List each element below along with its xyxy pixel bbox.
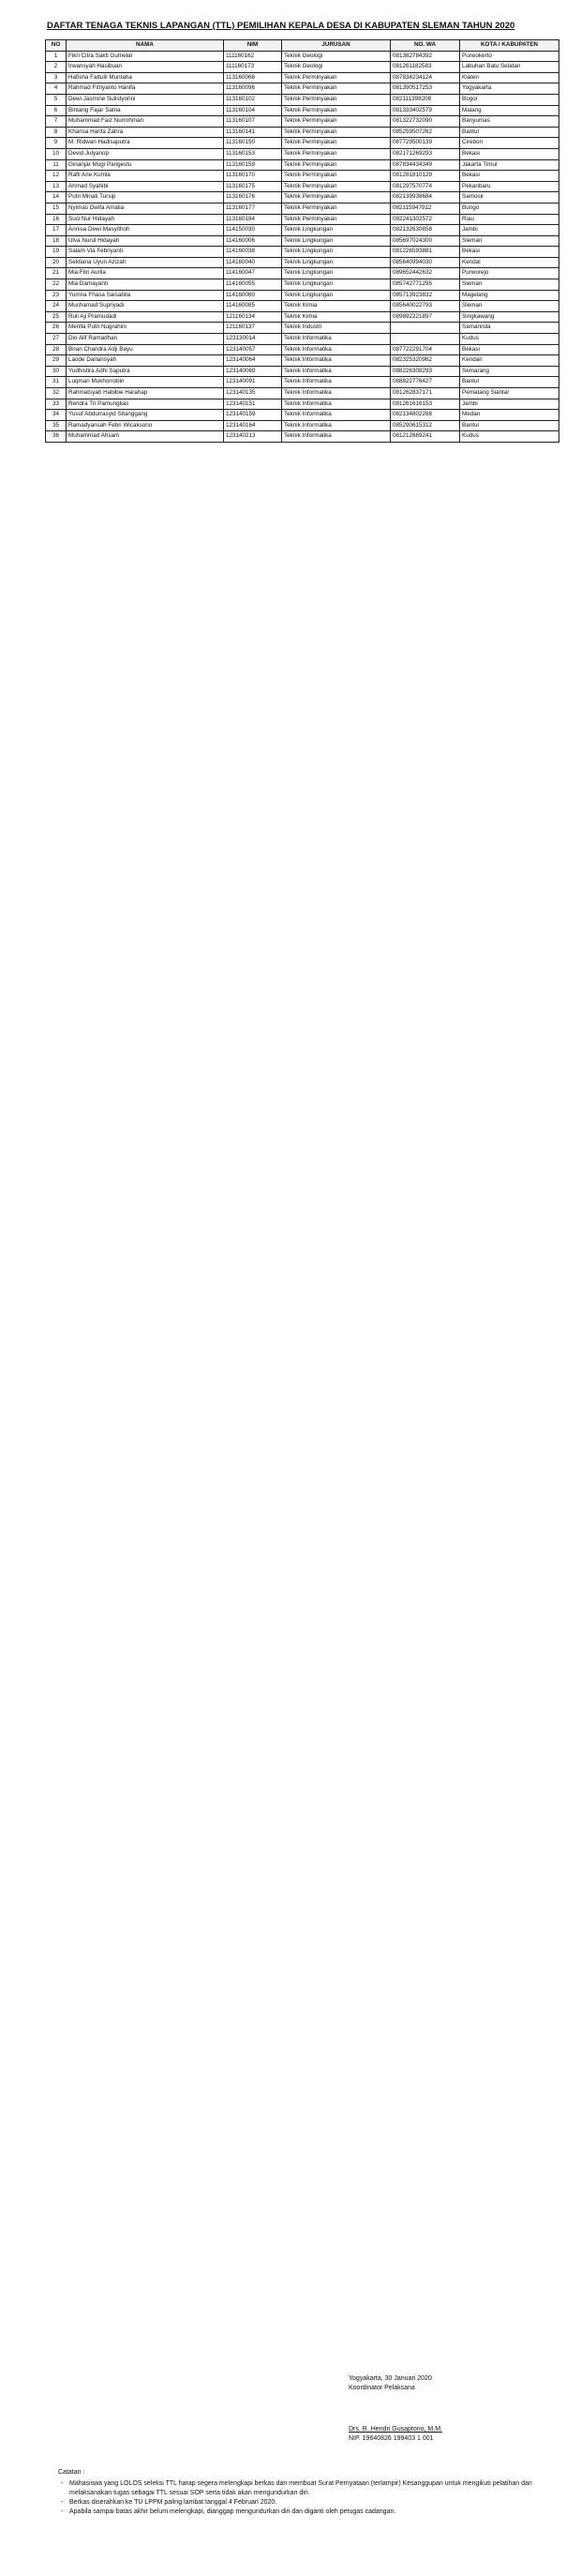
cell-no-wa: 082111398208 <box>391 94 460 105</box>
cell-kota: Yogyakarta <box>460 83 559 95</box>
cell-nim: 111160173 <box>224 62 282 73</box>
cell-nim: 113160159 <box>224 159 282 171</box>
cell-no: 8 <box>46 127 67 138</box>
signature-name: Drs. R. Hendri Gusaptono, M.M. <box>349 2426 442 2433</box>
header-kota: KOTA / KABUPATEN <box>460 40 559 52</box>
cell-jurusan: Teknik Perminyakan <box>282 181 391 192</box>
table-row <box>46 388 559 399</box>
table-row <box>46 399 559 410</box>
cell-nama: Ruli Aji Pramudadi <box>67 311 224 323</box>
cell-nim: 123140091 <box>224 377 282 388</box>
table-row <box>46 62 559 73</box>
table-row <box>46 420 559 431</box>
cell-no-wa: 085713923832 <box>391 290 460 301</box>
cell-no: 29 <box>46 355 67 367</box>
cell-nim: 123140064 <box>224 355 282 367</box>
cell-no: 30 <box>46 366 67 377</box>
cell-kota: Klaten <box>460 72 559 83</box>
cell-nama: Ginanjar Mugi Pangestu <box>67 159 224 171</box>
cell-no-wa: 081212669241 <box>391 431 460 443</box>
cell-no-wa: 082139938684 <box>391 192 460 203</box>
cell-nama: Ramadyansah Febri Wicaksono <box>67 420 224 431</box>
cell-jurusan: Teknik Perminyakan <box>282 214 391 225</box>
table-row <box>46 225 559 236</box>
cell-kota: Semarang <box>460 366 559 377</box>
cell-nama: Muchamad Supriyadi <box>67 301 224 312</box>
signature-place-date: Yogyakarta, 30 Januari 2020 <box>349 2375 432 2382</box>
cell-jurusan: Teknik Perminyakan <box>282 171 391 182</box>
cell-nim: 113160104 <box>224 105 282 116</box>
cell-nama: Rahmad Fitriyanto Hanifa <box>67 83 224 95</box>
cell-jurusan: Teknik Perminyakan <box>282 83 391 95</box>
cell-no: 10 <box>46 148 67 159</box>
cell-no-wa: 081261616153 <box>391 399 460 410</box>
notes-section <box>58 2468 545 2517</box>
cell-nim: 123140164 <box>224 420 282 431</box>
cell-no-wa: 085290615312 <box>391 420 460 431</box>
cell-jurusan: Teknik Informatika <box>282 420 391 431</box>
cell-nim: 113160177 <box>224 203 282 214</box>
cell-nama: Yusuf Abdurrasyid Sitanggang <box>67 410 224 421</box>
cell-kota: Pematang Siantar <box>460 388 559 399</box>
cell-nama: Muhammad Ahsam <box>67 431 224 443</box>
cell-nim: 121160137 <box>224 323 282 334</box>
signature-nip: NIP. 19640826 199403 1 001 <box>349 2435 434 2442</box>
table-row <box>46 344 559 355</box>
cell-no: 3 <box>46 72 67 83</box>
cell-jurusan: Teknik Lingkungan <box>282 257 391 268</box>
cell-kota: Jakarta Timur <box>460 159 559 171</box>
cell-no: 18 <box>46 235 67 247</box>
table-row <box>46 235 559 247</box>
cell-no: 14 <box>46 192 67 203</box>
cell-no-wa: 088226308293 <box>391 366 460 377</box>
table-row <box>46 171 559 182</box>
cell-nim: 113160176 <box>224 192 282 203</box>
cell-nim: 113160175 <box>224 181 282 192</box>
cell-no: 11 <box>46 159 67 171</box>
cell-kota: Jambi <box>460 225 559 236</box>
cell-nama: Dewi Jasmine Sulistyorini <box>67 94 224 105</box>
cell-kota: Bogor <box>460 94 559 105</box>
cell-no: 26 <box>46 323 67 334</box>
table-row <box>46 192 559 203</box>
cell-no-wa: 082325320962 <box>391 355 460 367</box>
ttl-table <box>45 39 559 443</box>
cell-no-wa: 081226593881 <box>391 247 460 258</box>
cell-nim: 123140159 <box>224 410 282 421</box>
table-row <box>46 431 559 443</box>
cell-nama: Annisa Dewi Masyithoh <box>67 225 224 236</box>
cell-nama: Fikri Citra Sakti Gumelar <box>67 51 224 62</box>
cell-no-wa: 088822776427 <box>391 377 460 388</box>
cell-no: 12 <box>46 171 67 182</box>
cell-nim: 113160141 <box>224 127 282 138</box>
cell-jurusan: Teknik Informatika <box>282 431 391 443</box>
cell-jurusan: Teknik Informatika <box>282 355 391 367</box>
table-row <box>46 214 559 225</box>
cell-no: 17 <box>46 225 67 236</box>
signature-block <box>349 2374 545 2444</box>
cell-jurusan: Teknik Perminyakan <box>282 159 391 171</box>
cell-kota: Banyumas <box>460 116 559 128</box>
cell-no: 16 <box>46 214 67 225</box>
table-row <box>46 323 559 334</box>
cell-no: 20 <box>46 257 67 268</box>
cell-nama: Khansa Harifa Zahra <box>67 127 224 138</box>
table-row <box>46 148 559 159</box>
signature-role: Koordinator Pelaksana <box>349 2385 415 2391</box>
cell-kota: Riau <box>460 214 559 225</box>
cell-jurusan: Teknik Perminyakan <box>282 148 391 159</box>
cell-kota: Kudus <box>460 334 559 345</box>
table-row <box>46 203 559 214</box>
cell-no: 25 <box>46 311 67 323</box>
table-header-row <box>46 40 559 52</box>
cell-no: 2 <box>46 62 67 73</box>
cell-jurusan: Teknik Informatika <box>282 334 391 345</box>
cell-nama: Bintang Fajar Satria <box>67 105 224 116</box>
table-row <box>46 51 559 62</box>
cell-jurusan: Teknik Perminyakan <box>282 138 391 149</box>
cell-nim: 114160047 <box>224 268 282 279</box>
cell-no-wa: 081333402579 <box>391 105 460 116</box>
cell-kota: Samarinda <box>460 323 559 334</box>
table-row <box>46 290 559 301</box>
cell-no-wa: 081261182583 <box>391 62 460 73</box>
cell-nim: 123140057 <box>224 344 282 355</box>
cell-jurusan: Teknik Lingkungan <box>282 225 391 236</box>
cell-nama: Irwansyah Hasibuan <box>67 62 224 73</box>
table-row <box>46 257 559 268</box>
cell-nama: Luqman Mukhorrobin <box>67 377 224 388</box>
cell-no-wa: 089892221897 <box>391 311 460 323</box>
cell-no: 24 <box>46 301 67 312</box>
cell-no: 28 <box>46 344 67 355</box>
cell-no: 23 <box>46 290 67 301</box>
cell-jurusan: Teknik Informatika <box>282 344 391 355</box>
cell-no: 19 <box>46 247 67 258</box>
cell-nim: 123140213 <box>224 431 282 443</box>
cell-nim: 114150030 <box>224 225 282 236</box>
cell-nama: Suci Nur Hidayah <box>67 214 224 225</box>
table-row <box>46 268 559 279</box>
cell-no: 7 <box>46 116 67 128</box>
cell-nim: 113160066 <box>224 72 282 83</box>
cell-nama: Dio Alif Ramadhan <box>67 334 224 345</box>
cell-no: 1 <box>46 51 67 62</box>
header-no-wa: NO. WA <box>391 40 460 52</box>
cell-no-wa: 085742771295 <box>391 279 460 291</box>
cell-kota: Sleman <box>460 235 559 247</box>
cell-no-wa: 082171269293 <box>391 148 460 159</box>
cell-jurusan: Teknik Informatika <box>282 388 391 399</box>
table-row <box>46 279 559 291</box>
header-nama: NAMA <box>67 40 224 52</box>
cell-nama: Rafli Arie Kumla <box>67 171 224 182</box>
cell-nim: 113160170 <box>224 171 282 182</box>
cell-kota: Purworejo <box>460 268 559 279</box>
cell-no-wa: 081382784392 <box>391 51 460 62</box>
table-row <box>46 311 559 323</box>
cell-no-wa: 081390517253 <box>391 83 460 95</box>
table-row <box>46 159 559 171</box>
cell-nim: 113160150 <box>224 138 282 149</box>
cell-no-wa: 082134802268 <box>391 410 460 421</box>
table-row <box>46 377 559 388</box>
cell-jurusan: Teknik Geologi <box>282 51 391 62</box>
cell-kota: Medan <box>460 410 559 421</box>
cell-no-wa: 082241302572 <box>391 214 460 225</box>
cell-no-wa: 089652442632 <box>391 268 460 279</box>
cell-kota: Samosir <box>460 192 559 203</box>
cell-no-wa: 085697024300 <box>391 235 460 247</box>
cell-no-wa: 085640994030 <box>391 257 460 268</box>
cell-nim: 113160107 <box>224 116 282 128</box>
cell-kota: Pekanbaru <box>460 181 559 192</box>
header-no: NO <box>46 40 67 52</box>
cell-jurusan: Teknik Kimia <box>282 301 391 312</box>
cell-nama: Yumna Fhasa Saisabila <box>67 290 224 301</box>
cell-kota: Singkawang <box>460 311 559 323</box>
note-item: - Apabila sampai batas akhir belum melengkapi, dianggap mengundurkan diri dan diganti oleh petugas cadangan. <box>69 2508 545 2517</box>
cell-no: 31 <box>46 377 67 388</box>
cell-kota: Labuhan Batu Selatan <box>460 62 559 73</box>
table-row <box>46 334 559 345</box>
cell-nim: 114160040 <box>224 257 282 268</box>
notes-heading: Catatan : <box>58 2469 85 2476</box>
note-item: - Mahasiswa yang LOLOS seleksi TTL harap segera melengkapi berkas dan membuat Surat Pernyataan (terlampir) Kesanggupan untuk mengikuti pelatihan dan melaksanakan tugas sebagai TTL sesuai SOP serta tidak akan mengundurkan diri. <box>69 2479 545 2498</box>
cell-nim: 121160134 <box>224 311 282 323</box>
cell-no: 32 <box>46 388 67 399</box>
cell-nim: 113160096 <box>224 83 282 95</box>
cell-kota: Bekasi <box>460 247 559 258</box>
cell-jurusan: Teknik Perminyakan <box>282 116 391 128</box>
cell-no-wa: 087729500139 <box>391 138 460 149</box>
cell-nama: Mia Damayanti <box>67 279 224 291</box>
table-row <box>46 138 559 149</box>
cell-kota: Magelang <box>460 290 559 301</box>
cell-no-wa <box>391 323 460 334</box>
cell-jurusan: Teknik Lingkungan <box>282 290 391 301</box>
cell-nama: Merilla Putri Nugrahini <box>67 323 224 334</box>
cell-no-wa: 081281810129 <box>391 171 460 182</box>
cell-jurusan: Teknik Informatika <box>282 399 391 410</box>
cell-jurusan: Teknik Geologi <box>282 62 391 73</box>
cell-jurusan: Teknik Lingkungan <box>282 235 391 247</box>
cell-kota: Bantul <box>460 420 559 431</box>
cell-no: 5 <box>46 94 67 105</box>
table-row <box>46 181 559 192</box>
cell-jurusan: Teknik Lingkungan <box>282 279 391 291</box>
cell-no-wa: 087722291704 <box>391 344 460 355</box>
cell-no-wa: 082132630858 <box>391 225 460 236</box>
cell-no: 21 <box>46 268 67 279</box>
notes-list <box>58 2479 545 2517</box>
cell-jurusan: Teknik Lingkungan <box>282 247 391 258</box>
cell-nim: 114160006 <box>224 235 282 247</box>
cell-kota: Sleman <box>460 279 559 291</box>
cell-nama: Salam Via Febriyanti <box>67 247 224 258</box>
cell-nama: Ulva Nurul Hidayah <box>67 235 224 247</box>
cell-nim: 111160162 <box>224 51 282 62</box>
cell-kota: Bantul <box>460 377 559 388</box>
table-row <box>46 355 559 367</box>
cell-no: 33 <box>46 399 67 410</box>
cell-jurusan: Teknik Informatika <box>282 366 391 377</box>
cell-nama: Devid Julyanop <box>67 148 224 159</box>
cell-kota: Kudus <box>460 431 559 443</box>
cell-nim: 113160102 <box>224 94 282 105</box>
cell-no-wa: 081297570774 <box>391 181 460 192</box>
cell-nim: 123140135 <box>224 388 282 399</box>
cell-nama: Mia Fitri Aurlia <box>67 268 224 279</box>
cell-no: 15 <box>46 203 67 214</box>
table-row <box>46 94 559 105</box>
cell-nim: 114160055 <box>224 279 282 291</box>
cell-nama: Hafisha Fattulil Muntaha <box>67 72 224 83</box>
cell-no-wa: 085640022793 <box>391 301 460 312</box>
cell-kota: Purwokerto <box>460 51 559 62</box>
document-title: DAFTAR TENAGA TEKNIS LAPANGAN (TTL) PEMILIHAN KEPALA DESA DI KABUPATEN SLEMAN TAHUN 2020 <box>47 21 515 31</box>
cell-no-wa: 081262837171 <box>391 388 460 399</box>
table-row <box>46 127 559 138</box>
cell-no: 34 <box>46 410 67 421</box>
cell-jurusan: Teknik Perminyakan <box>282 105 391 116</box>
cell-no: 9 <box>46 138 67 149</box>
cell-nama: Nyimas Dwifa Amalia <box>67 203 224 214</box>
cell-no: 13 <box>46 181 67 192</box>
header-jurusan: JURUSAN <box>282 40 391 52</box>
table-row <box>46 72 559 83</box>
cell-nama: M. Ridwan Hadisaputra <box>67 138 224 149</box>
cell-jurusan: Teknik Industri <box>282 323 391 334</box>
cell-no-wa: 082115947912 <box>391 203 460 214</box>
cell-kota: Kendari <box>460 355 559 367</box>
cell-nim: 123140151 <box>224 399 282 410</box>
cell-nim: 114160060 <box>224 290 282 301</box>
cell-no-wa <box>391 334 460 345</box>
table-row <box>46 116 559 128</box>
cell-kota: Kendal <box>460 257 559 268</box>
cell-jurusan: Teknik Informatika <box>282 410 391 421</box>
table-body <box>46 51 559 442</box>
cell-jurusan: Teknik Kimia <box>282 311 391 323</box>
cell-nim: 114160085 <box>224 301 282 312</box>
cell-kota: Bungo <box>460 203 559 214</box>
cell-jurusan: Teknik Lingkungan <box>282 268 391 279</box>
cell-nama: Muhammad Faiz Nurrohman <box>67 116 224 128</box>
cell-nama: Rahmatsyah Habibie Harahap <box>67 388 224 399</box>
cell-nim: 113160153 <box>224 148 282 159</box>
table-row <box>46 105 559 116</box>
cell-kota: Bekasi <box>460 148 559 159</box>
cell-nama: Laode Darlansyah <box>67 355 224 367</box>
cell-kota: Bekasi <box>460 171 559 182</box>
cell-nama: Sektiana Uyun Azizah <box>67 257 224 268</box>
table-row <box>46 366 559 377</box>
cell-no: 35 <box>46 420 67 431</box>
cell-no: 4 <box>46 83 67 95</box>
cell-nama: Putri Minati Tursip <box>67 192 224 203</box>
cell-jurusan: Teknik Perminyakan <box>282 203 391 214</box>
note-item: - Berkas diserahkan ke TU LPPM paling lambat tanggal 4 Februari 2020. <box>69 2498 545 2508</box>
cell-no: 6 <box>46 105 67 116</box>
table-row <box>46 83 559 95</box>
cell-no: 27 <box>46 334 67 345</box>
ttl-table-container <box>45 39 559 443</box>
table-row <box>46 410 559 421</box>
cell-jurusan: Teknik Informatika <box>282 377 391 388</box>
cell-no: 22 <box>46 279 67 291</box>
cell-no: 36 <box>46 431 67 443</box>
cell-jurusan: Teknik Perminyakan <box>282 72 391 83</box>
table-row <box>46 247 559 258</box>
header-nim: NIM <box>224 40 282 52</box>
cell-no-wa: 087834434349 <box>391 159 460 171</box>
cell-nim: 123140069 <box>224 366 282 377</box>
cell-jurusan: Teknik Perminyakan <box>282 94 391 105</box>
cell-no-wa: 081322732090 <box>391 116 460 128</box>
cell-kota: Cirebon <box>460 138 559 149</box>
cell-kota: Sleman <box>460 301 559 312</box>
cell-kota: Bekasi <box>460 344 559 355</box>
cell-nama: Rendra Tri Pamungkas <box>67 399 224 410</box>
cell-jurusan: Teknik Perminyakan <box>282 192 391 203</box>
table-row <box>46 301 559 312</box>
cell-nim: 113160184 <box>224 214 282 225</box>
cell-nama: Yudhistira Adhi Saputra <box>67 366 224 377</box>
cell-no-wa: 087834234124 <box>391 72 460 83</box>
signature-space <box>349 2393 545 2425</box>
cell-jurusan: Teknik Perminyakan <box>282 127 391 138</box>
cell-kota: Malang <box>460 105 559 116</box>
cell-nama: Brian Chandra Adji Bayu <box>67 344 224 355</box>
cell-nama: Ahmad Syahibi <box>67 181 224 192</box>
cell-nim: 123130014 <box>224 334 282 345</box>
cell-nim: 114160038 <box>224 247 282 258</box>
cell-kota: Jambi <box>460 399 559 410</box>
cell-no-wa: 085259507262 <box>391 127 460 138</box>
cell-kota: Bantul <box>460 127 559 138</box>
